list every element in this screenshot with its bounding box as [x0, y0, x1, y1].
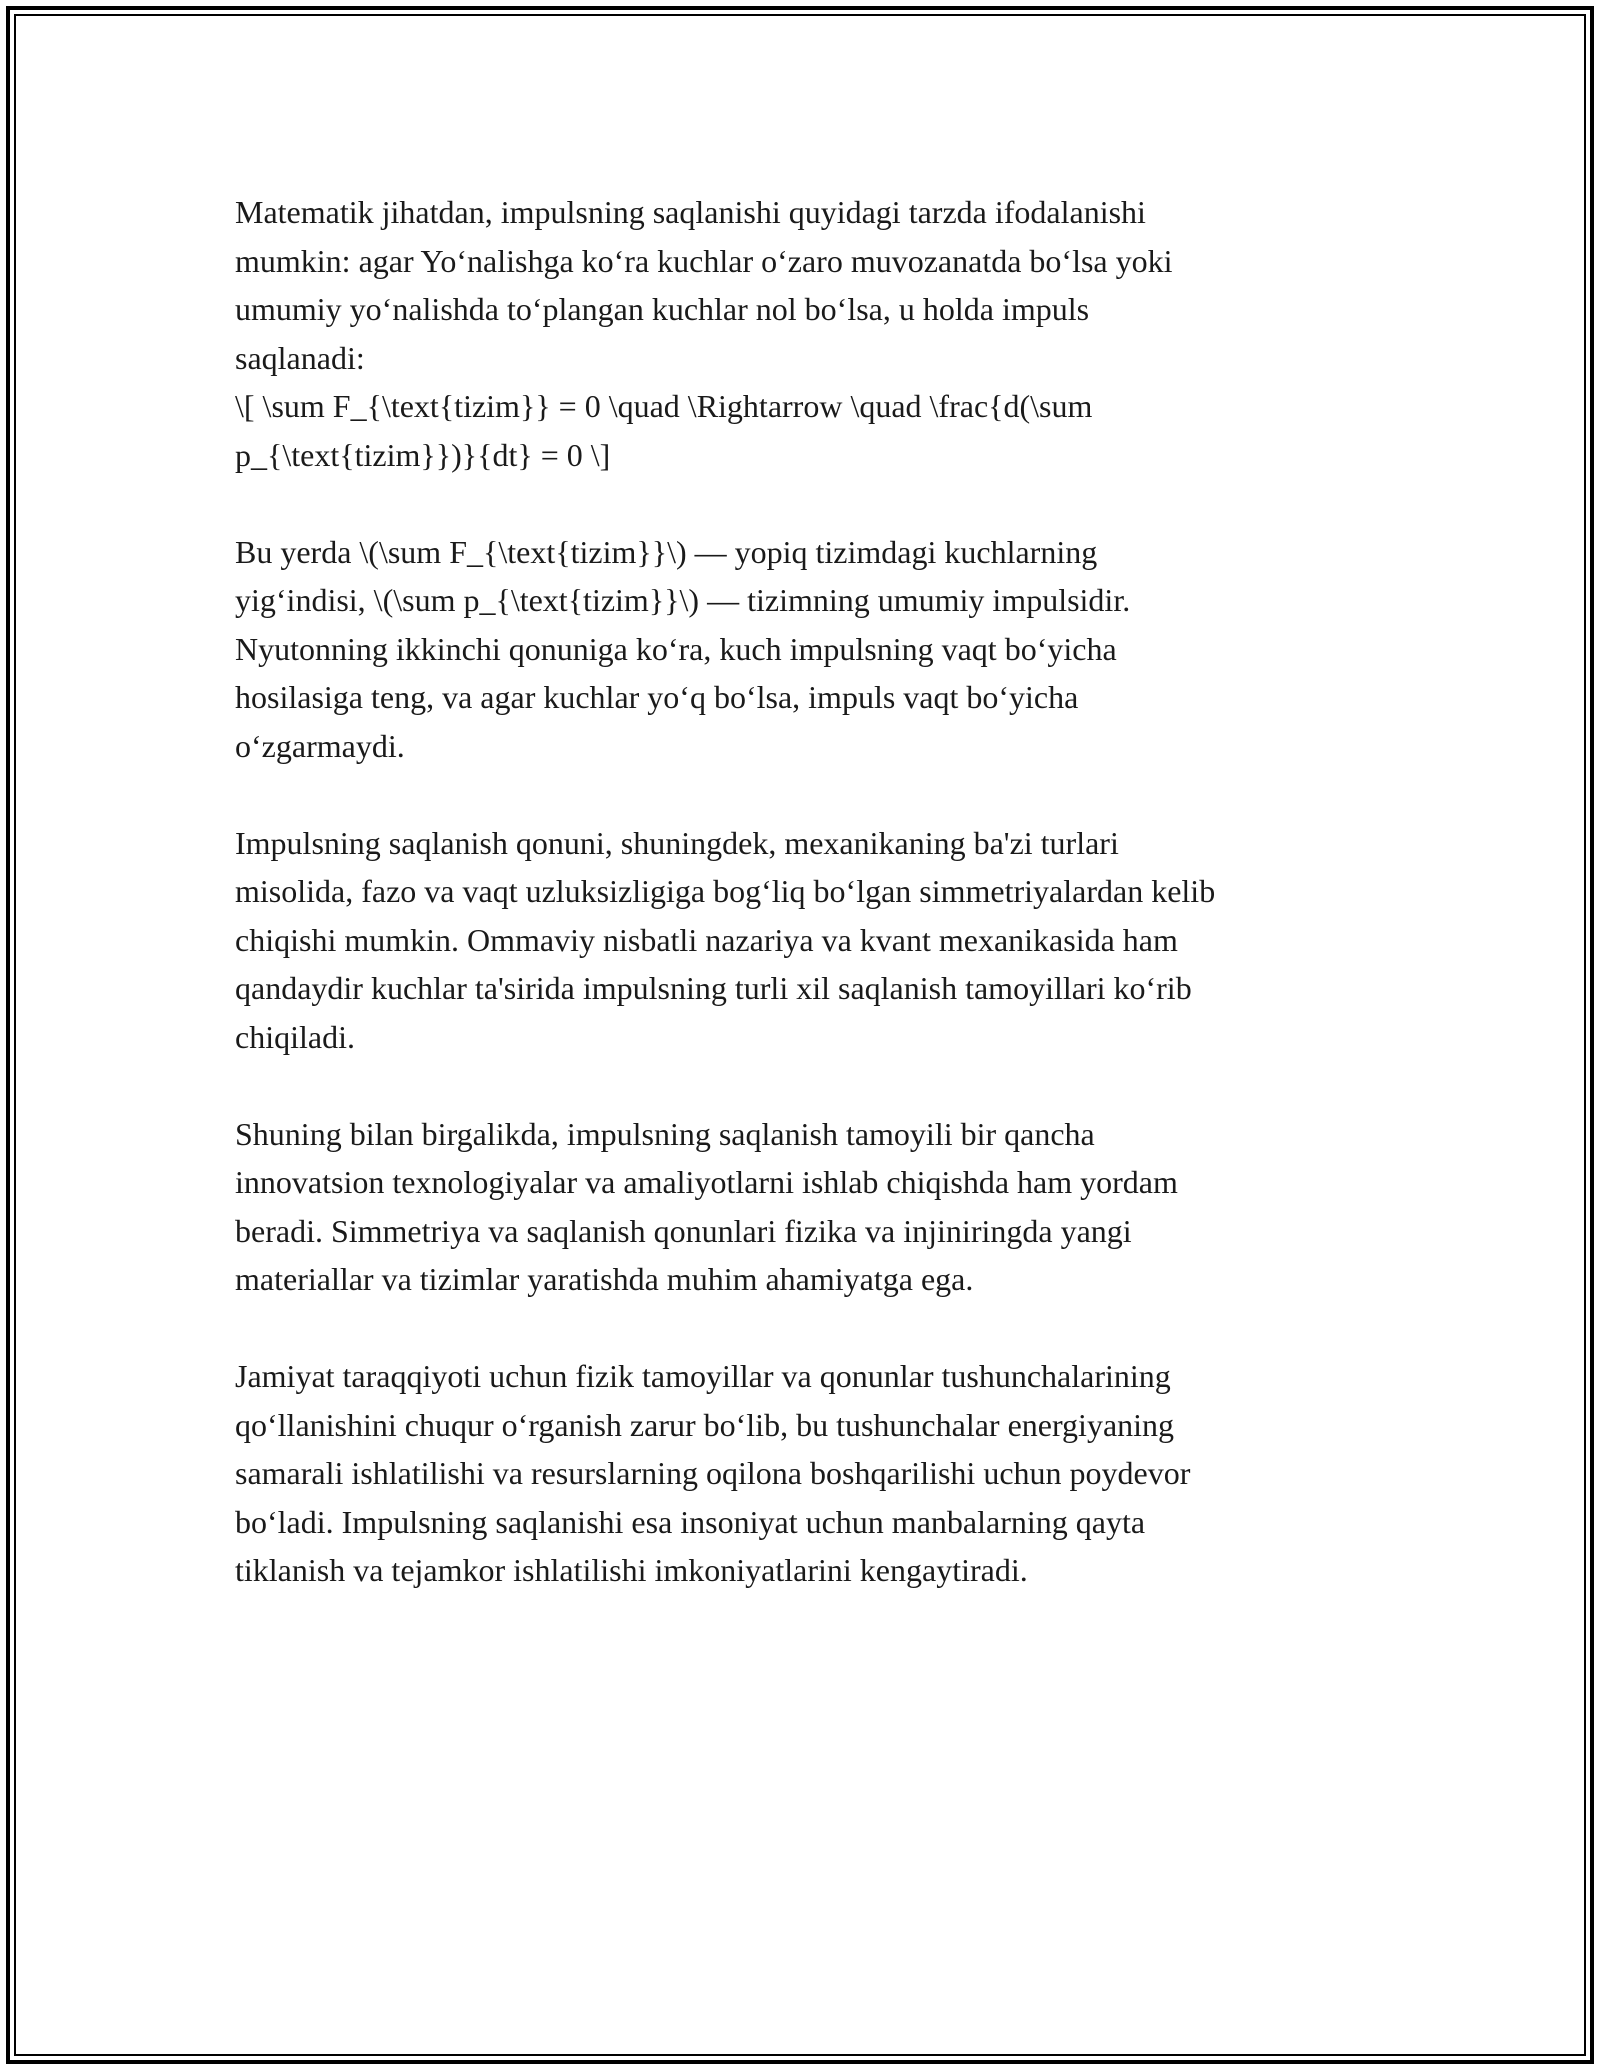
- paragraph-society-development: Jamiyat taraqqiyoti uchun fizik tamoyillar va qonunlar tushunchalarining qo‘llanishini chuqur o‘rganish zarur bo‘lib, bu tushunchalar energiyaning samarali ishlatilishi va resurslarning oqilona boshqarilishi uchun poydevor bo‘ladi. Impulsning saqlanishi esa insoniyat uchun manbalarning qayta tiklanish va tejamkor ishlatilishi imkoniyatlarini kengaytiradi.: [235, 1358, 1191, 1588]
- paragraph-technology-applications: Shuning bilan birgalikda, impulsning saqlanish tamoyili bir qancha innovatsion texnologiyalar va amaliyotlarni ishlab chiqishda ham yordam beradi. Simmetriya va saqlanish qonunlari fizika va injiniringda yangi materiallar va tizimlar yaratishda muhim ahamiyatga ega.: [235, 1115, 1178, 1297]
- paragraph-symmetry-origin: Impulsning saqlanish qonuni, shuningdek, mexanikaning ba'zi turlari misolida, fazo va vaqt uzluksizligiga bog‘liq bo‘lgan simmetriyalardan kelib chiqishi mumkin. Ommaviy nisbatli nazariya va kvant mexanikasida ham qandaydir kuchlar ta'sirida impulsning turli xil saqlanish tamoyillari ko‘rib chiqiladi.: [235, 824, 1216, 1055]
- paragraph-conservation-formula: Matematik jihatdan, impulsning saqlanishi quyidagi tarzda ifodalanishi mumkin: agar Yo‘nalishga ko‘ra kuchlar o‘zaro muvozanatda bo‘lsa yoki umumiy yo‘nalishda to‘plangan kuchlar nol bo‘lsa, u holda impuls saqlanadi: \[ \sum F_{\text{tizim}} = 0 \quad \Rightarrow \quad \frac{d(\sum p_{\text{tizim}})}{dt} = 0 \]: [235, 194, 1173, 473]
- paragraph-formula-explanation: Bu yerda \(\sum F_{\text{tizim}}\) — yopiq tizimdagi kuchlarning yig‘indisi, \(\sum p_{\text{tizim}}\) — tizimning umumiy impulsidir. Nyutonning ikkinchi qonuniga ko‘ra, kuch impulsning vaqt bo‘yicha hosilasiga teng, va agar kuchlar yo‘q bo‘lsa, impuls vaqt bo‘yicha o‘zgarmaydi.: [235, 533, 1131, 764]
- document-body: [235, 188, 1375, 1643]
